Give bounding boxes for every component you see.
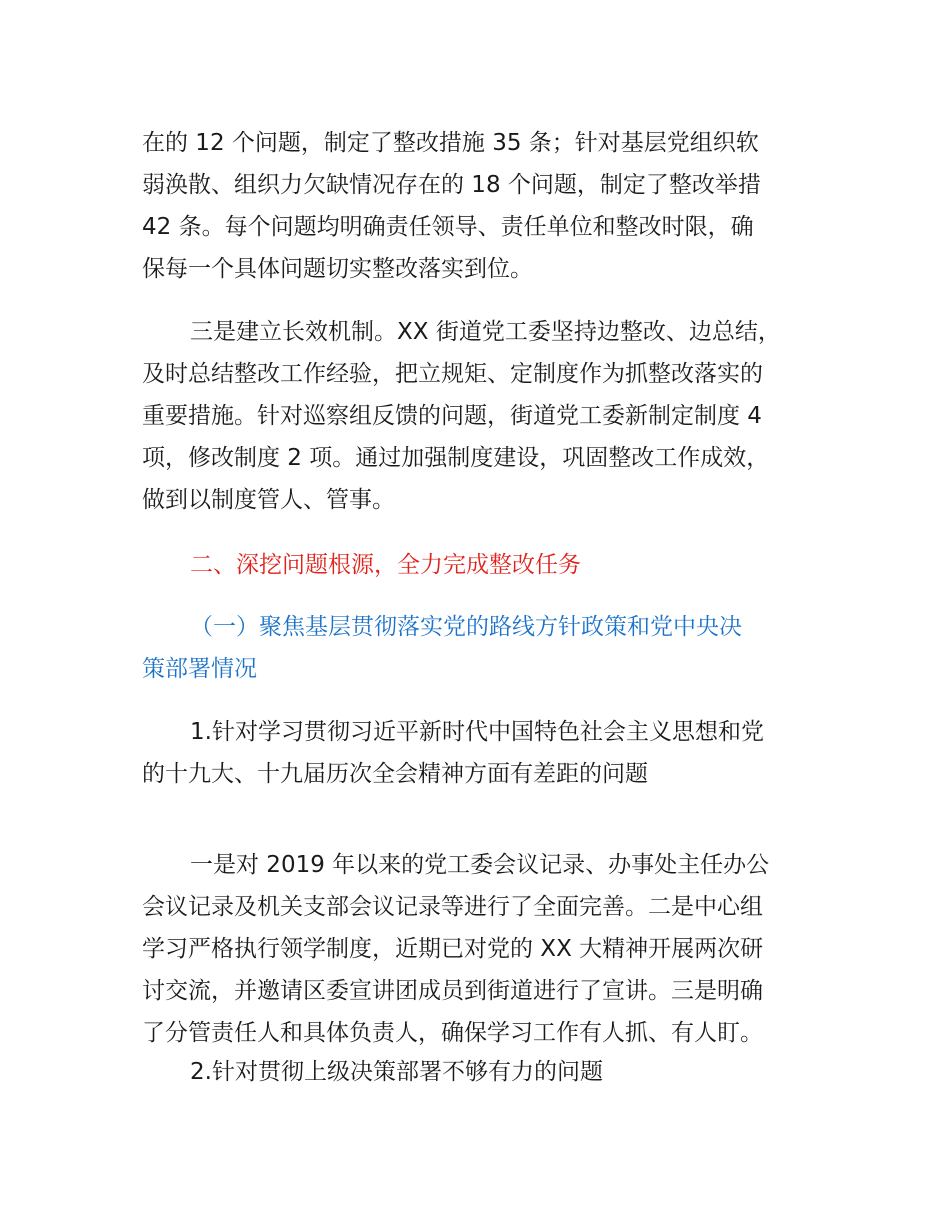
text-line: 重要措施。针对巡察组反馈的问题，街道党工委新制定制度 4 <box>142 403 762 429</box>
text-line: 一是对 2019 年以来的党工委会议记录、办事处主任办公 <box>190 852 770 878</box>
text-line: 项，修改制度 2 项。通过加强制度建设，巩固整改工作成效， <box>142 445 770 471</box>
text-line: 会议记录及机关支部会议记录等进行了全面完善。二是中心组 <box>142 894 763 920</box>
text-line: 了分管责任人和具体负责人，确保学习工作有人抓、有人盯。 <box>142 1020 763 1046</box>
text-line: 弱涣散、组织力欠缺情况存在的 18 个问题，制定了整改举措 <box>142 172 761 198</box>
paragraph-study-measures <box>142 844 822 1054</box>
item-heading-2 <box>142 1051 822 1093</box>
paragraph-long-term-mechanism <box>142 311 822 521</box>
text-line: 在的 12 个问题，制定了整改措施 35 条；针对基层党组织软 <box>142 130 759 156</box>
text-line: 及时总结整改工作经验，把立规矩、定制度作为抓整改落实的 <box>142 361 763 387</box>
text-line: 的十九大、十九届历次全会精神方面有差距的问题 <box>142 761 648 787</box>
text-line: 三是建立长效机制。XX 街道党工委坚持边整改、边总结， <box>190 319 781 345</box>
text-line: 1.针对学习贯彻习近平新时代中国特色社会主义思想和党 <box>190 719 764 745</box>
text-line: 策部署情况 <box>142 656 257 682</box>
text-line: 42 条。每个问题均明确责任领导、责任单位和整改时限，确 <box>142 214 754 240</box>
text-line: 讨交流，并邀请区委宣讲团成员到街道进行了宣讲。三是明确 <box>142 978 763 1004</box>
item-heading-1 <box>142 711 822 795</box>
paragraph-continuation <box>142 122 822 290</box>
text-line: 2.针对贯彻上级决策部署不够有力的问题 <box>190 1059 603 1085</box>
text-line: （一）聚焦基层贯彻落实党的路线方针政策和党中央决 <box>190 614 742 640</box>
text-line: 做到以制度管人、管事。 <box>142 487 395 513</box>
subsection-heading <box>142 606 822 690</box>
text-line: 学习严格执行领学制度，近期已对党的 XX 大精神开展两次研 <box>142 936 764 962</box>
text-line: 保每一个具体问题切实整改落实到位。 <box>142 256 533 282</box>
text-line: 二、深挖问题根源，全力完成整改任务 <box>190 552 581 578</box>
section-heading <box>142 544 822 586</box>
